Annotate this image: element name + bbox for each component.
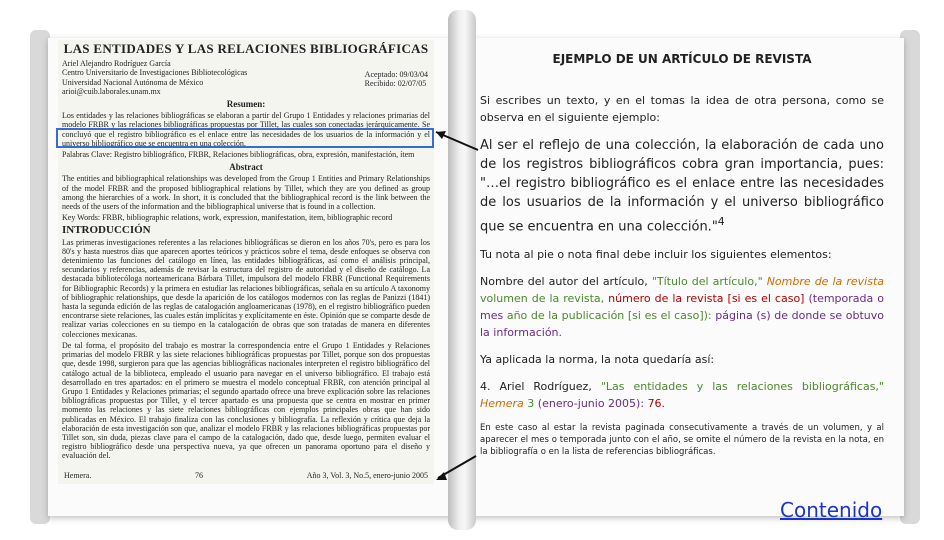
element-season: (temporada o mes	[480, 292, 884, 323]
scan-abstract: The entities and bibliographical relationships was developed from the Group 1 Entities and Primary Relationships of the model FRBR and the proposed bibliographical relations by Tillet, which they are you defined as group among the hierarchies of a work. In short, it is concluded that the bibliographical record is the link between the needs of the users of the information and the bibliographical universe that is found in a collection.	[62, 174, 430, 212]
scan-title: LAS ENTIDADES Y LAS RELACIONES BIBLIOGRÁFICAS	[63, 41, 429, 56]
element-year: año de la publicación [si es el caso]):	[506, 309, 716, 323]
quote-text: Al ser el reflejo de una colección, la elaboración de cada uno de los registros bibliográficos cobra gran importancia, pues: "…el registro bibliográfico es el enlace entre las necesidades de los usuarios de la información y el universo bibliográfico que se encuentra en una colección."	[480, 138, 884, 235]
example-title: "Las entidades y las relaciones bibliográficas,"	[600, 380, 884, 394]
explanation-panel	[480, 44, 884, 458]
scan-footer-page: 76	[195, 470, 204, 480]
scan-footer	[64, 471, 428, 480]
scan-intro: Las primeras investigaciones referentes a las relaciones bibliográficas se dieron en los años 70's, pero es para los 80's y hasta nuestros días que aparecen aportes teóricos y prácticos sobre el tema, desde enfoques se observa con detenimiento las funciones del catálogo en línea, las entidades bibliográficas, así como el análisis principal, secundarios y referencias, además de revisar la estructura del registro de autoridad y el diseño de catálogo. La destacada bibliotecóloga norteamericana Bárbara Tillet, impulsora del modelo FRBR (Functional Requirements for Bibliographic Records) y la primera en estudiar las relaciones bibliográficas, señala en su artículo A taxonomy of bibliographic relationships, que desde la aparición de los catálogos modernos con las reglas de Panizzi (1841) hasta la segunda edición de las reglas de catalogación angloamericanas (1978), en el registro bibliográfico pueden encontrarse siete relaciones, las cuales están implícitas y explícitamente en éste. Opinión que se comparte desde de realizar varias colecciones en su tiempo en la catalogación de obras que son tratadas de manera en diferentes colecciones mexicanas.	[62, 237, 430, 339]
element-volume: volumen de la revista,	[480, 292, 609, 306]
scan-resumen-heading: Resumen:	[226, 99, 266, 110]
article-scan	[58, 40, 434, 484]
quote-highlight-box	[56, 128, 434, 148]
scan-dates: Aceptado: 09/03/04 Recibido: 02/07/05	[364, 70, 428, 89]
note-elements	[480, 273, 884, 341]
book-cover-left-edge	[30, 30, 50, 524]
element-number: número de la revista [si es el caso]	[608, 292, 805, 306]
example-volume: 3	[523, 397, 538, 411]
scan-resumen: Los entidades y las relaciones bibliográficas se elaboran a partir del Grupo 1 Entidades y relaciones primarias del modelo FRBR y las relaciones bibliográficas propuestas por Tillet, las cuales son conectadas jerárquicamente. Se concluyó que el registro bibliográfico es el enlace entre las necesidades de los usuarios de la información y el universo bibliográfico que se encuentra en una colección.	[62, 111, 430, 148]
scan-keywords: Key Words: FRBR, bibliographic relations, work, expression, manifestation, item, bibliographic record	[62, 213, 393, 223]
omission-note: En este caso al estar la revista paginada consecutivamente a través de un volumen, y al aparecer el mes o temporada junto con el año, se omite el número de la revista en la nota, en la bibliografía o en la lista de referencias bibliográficas.	[480, 423, 884, 458]
intro-paragraph: Si escribes un texto, y en el tomas la idea de otra persona, como se observa en el siguiente ejemplo:	[480, 94, 884, 124]
example-author: 4. Ariel Rodríguez,	[480, 380, 601, 394]
scan-authors: Ariel Alejandro Rodríguez García Centro Universitario de Investigaciones Bibliotecológicas Universidad Nacional Autónoma de México arioi@cuib.laborales.unam.mx	[62, 59, 248, 96]
applied-note-intro: Ya aplicada la norma, la nota quedaría así:	[480, 353, 715, 367]
element-pages: página (s) de donde se obtuvo la información.	[480, 309, 884, 340]
element-title: "Título del artículo,"	[651, 275, 763, 289]
elements-instruction: Tu nota al pie o nota final debe incluir los siguientes elementos:	[480, 248, 832, 262]
applied-note-example	[480, 378, 884, 412]
example-date: (enero-junio 2005):	[537, 397, 648, 411]
scan-abstract-heading: Abstract	[229, 162, 263, 173]
footnote-marker: 4	[717, 215, 725, 228]
quote-paragraph	[480, 136, 884, 236]
example-journal: Hemera	[480, 397, 524, 411]
scan-palabras-clave: Palabras Clave: Registro bibliográfico, FRBR, Relaciones bibliográficas, obra, expresión, manifestación, ítem	[62, 150, 415, 160]
book-spine	[448, 10, 476, 530]
element-author: Nombre del autor del artículo,	[480, 275, 652, 289]
scan-footer-journal: Hemera.	[64, 470, 92, 480]
page-title: EJEMPLO DE UN ARTÍCULO DE REVISTA	[552, 52, 812, 66]
scan-intro-heading: INTRODUCCIÓN	[62, 224, 151, 237]
scan-footer-issue: Año 3, Vol. 3, No.5, enero-junio 2005	[306, 470, 428, 480]
scan-intro-2: De tal forma, el propósito del trabajo es mostrar la correspondencia entre el Grupo 1 Entidades y Relaciones primarias del modelo FRBR y las siete relaciones bibliográficas propuestas por Tillet, porque son dos propuestas que, desde 1998, surgieron para que las agencias bibliográficas nacionales interpreten el registro bibliográfico del catálogo actual de la biblioteca, empleado el usuario para navegar en el universo bibliográfico. El trabajo está desarrollado en tres apartados: en el primero se muestra el modelo conceptual FRBR, con atención principal al Grupo 1 Entidades y Relaciones primarias; el segundo apartado ofrece una breve explicación sobre las relaciones bibliográficas propuestas por Tillet, y el tercer apartado es una propuesta que se centra en mostrar en primer momento las relaciones y las siete relaciones bibliográficas con ejemplos principales obras que han sido publicadas en México. El trabajo finaliza con las conclusiones y bibliografía. La reflexión y crítica que deja la elaboración de esta investigación son que, analizar el modelo FRBR y las relaciones bibliográficas propuestas por Tillet son, sin duda, piezas clave para el campo de la catalogación, dado que, desde luego, permiten evaluar el registro bibliográfico desde una perspectiva nueva, ya que ofrecen un panorama oportuno para el diseño y evaluación del.	[62, 340, 430, 461]
contenido-link[interactable]: Contenido	[780, 498, 883, 522]
element-journal: Nombre de la revista	[762, 275, 884, 289]
example-page: 76.	[647, 397, 666, 411]
